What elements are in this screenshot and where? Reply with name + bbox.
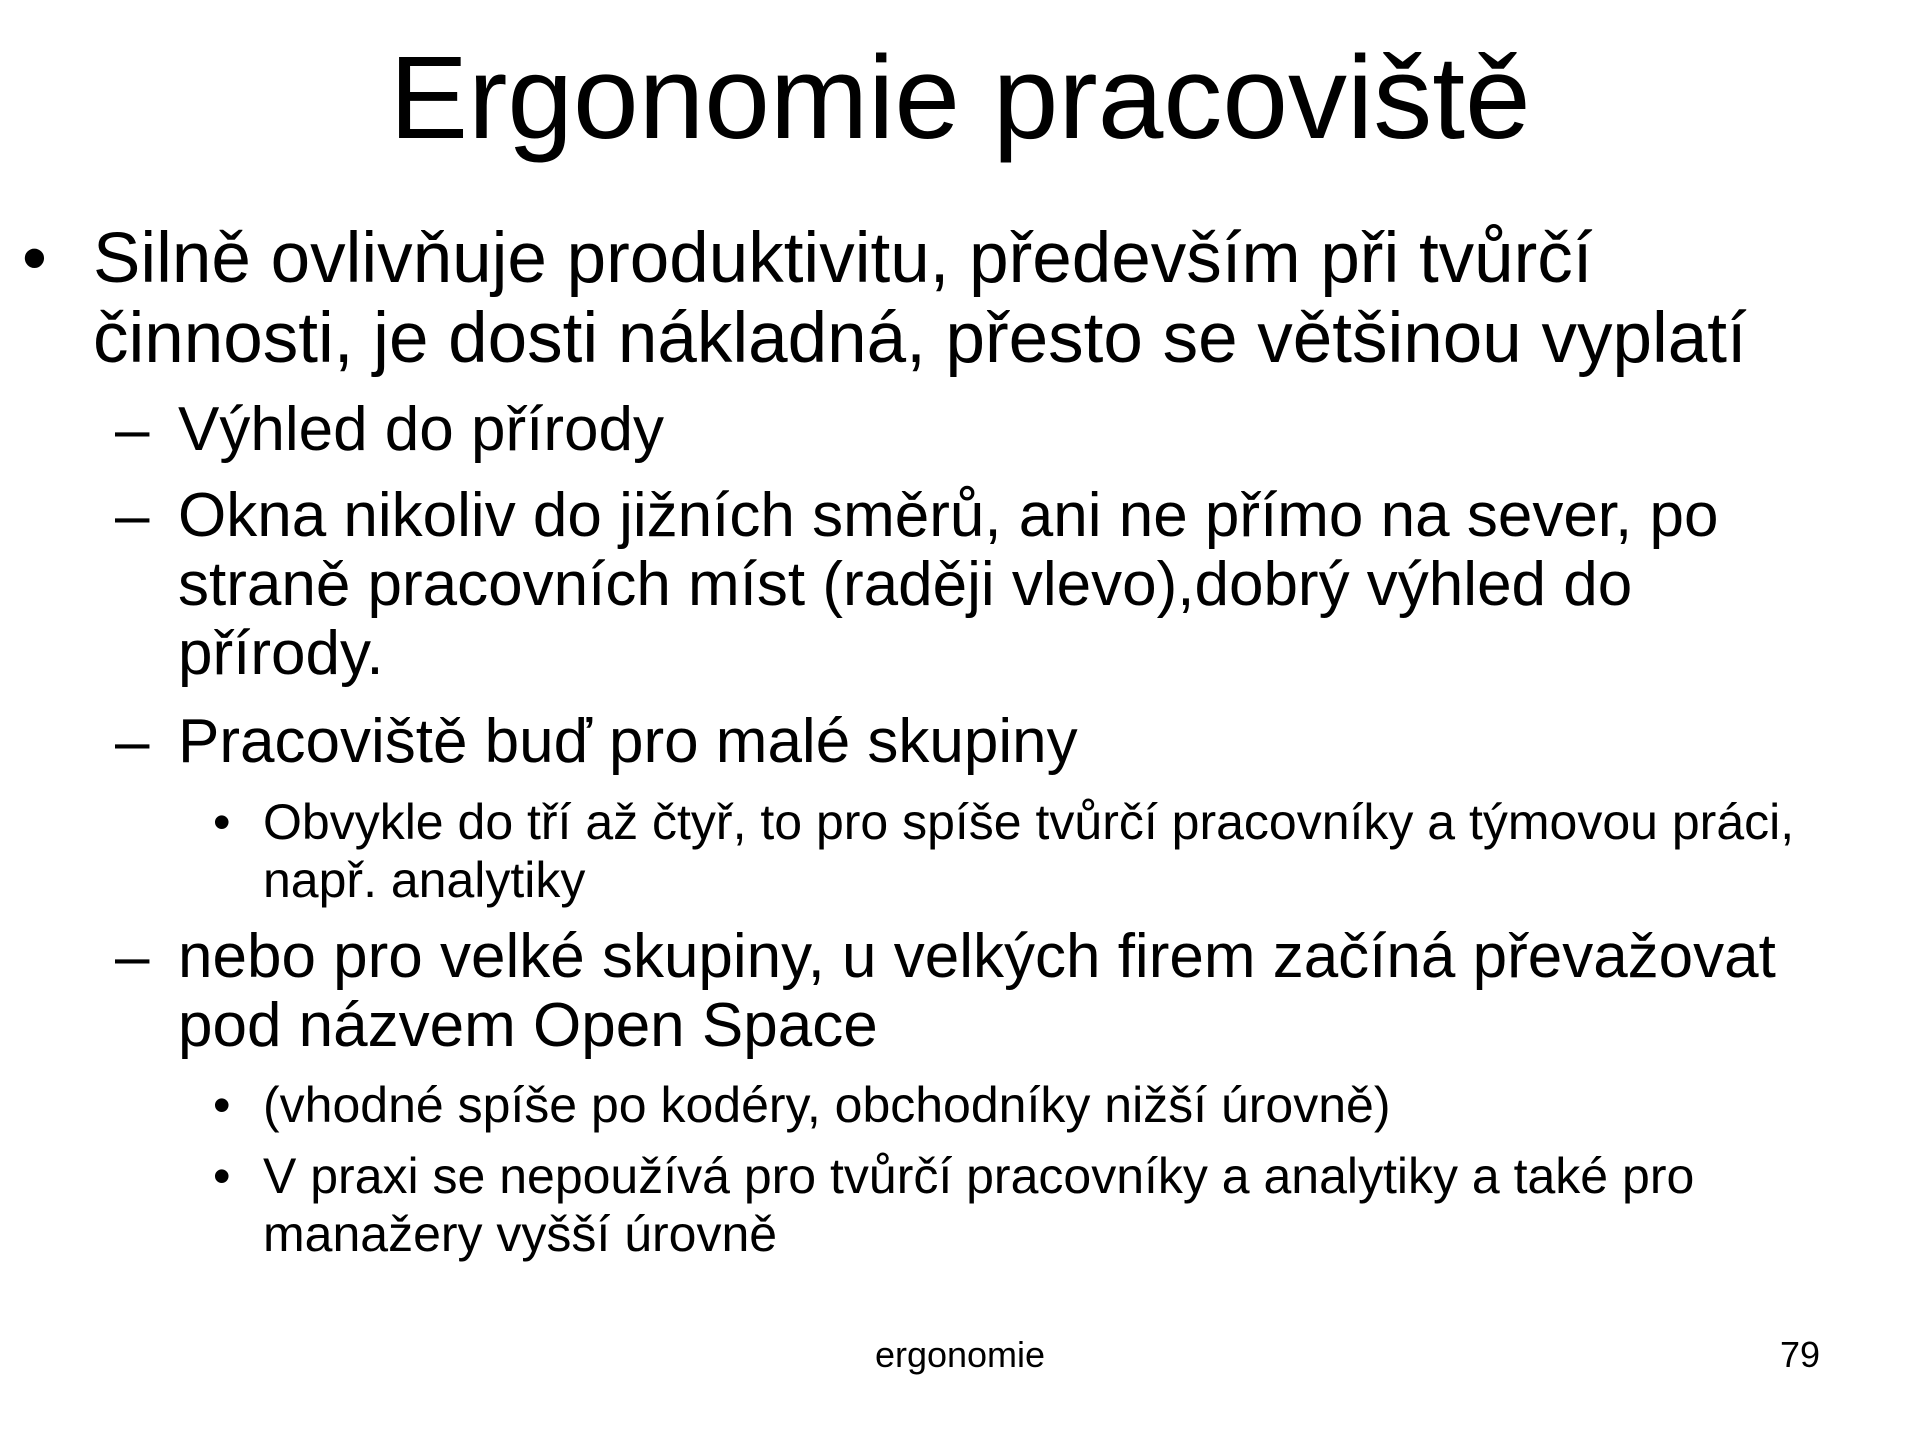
slide-title: Ergonomie pracoviště	[389, 32, 1531, 164]
sub-bullet-text-line: Výhled do přírody	[178, 395, 664, 464]
dash-marker: –	[115, 922, 150, 991]
dash-marker: –	[115, 395, 150, 464]
sub-sub-bullet-text-line: Obvykle do tří až čtyř, to pro spíše tvůrčí pracovníky a týmovou práci,	[263, 794, 1795, 850]
sub-bullet-text-line: Pracoviště buď pro malé skupiny	[178, 707, 1078, 776]
dash-marker: –	[115, 481, 150, 550]
bullet-marker: •	[22, 219, 47, 298]
sub-sub-bullet-marker: •	[213, 794, 231, 850]
sub-sub-bullet-text-line: manažery vyšší úrovně	[263, 1206, 778, 1262]
sub-bullet-text-line: straně pracovních míst (raději vlevo),dobrý výhled do	[178, 550, 1633, 619]
dash-marker: –	[115, 707, 150, 776]
sub-bullet-text-line: Okna nikoliv do jižních směrů, ani ne přímo na sever, po	[178, 481, 1719, 550]
sub-sub-bullet-marker: •	[213, 1148, 231, 1204]
sub-sub-bullet-text-line: (vhodné spíše po kodéry, obchodníky nižší úrovně)	[263, 1077, 1391, 1133]
sub-bullet-text-line: pod názvem Open Space	[178, 991, 878, 1060]
sub-sub-bullet-text-line: V praxi se nepoužívá pro tvůrčí pracovníky a analytiky a také pro	[263, 1148, 1695, 1204]
sub-sub-bullet-marker: •	[213, 1077, 231, 1133]
sub-bullet-text-line: přírody.	[178, 619, 384, 688]
bullet-text-line: Silně ovlivňuje produktivitu, především při tvůrčí	[93, 219, 1593, 298]
footer-label: ergonomie	[874, 1334, 1046, 1375]
page-number: 79	[1779, 1334, 1820, 1375]
sub-bullet-text-line: nebo pro velké skupiny, u velkých firem začíná převažovat	[178, 922, 1776, 991]
bullet-text-line: činnosti, je dosti nákladná, přesto se většinou vyplatí	[93, 299, 1747, 378]
sub-sub-bullet-text-line: např. analytiky	[263, 852, 586, 908]
